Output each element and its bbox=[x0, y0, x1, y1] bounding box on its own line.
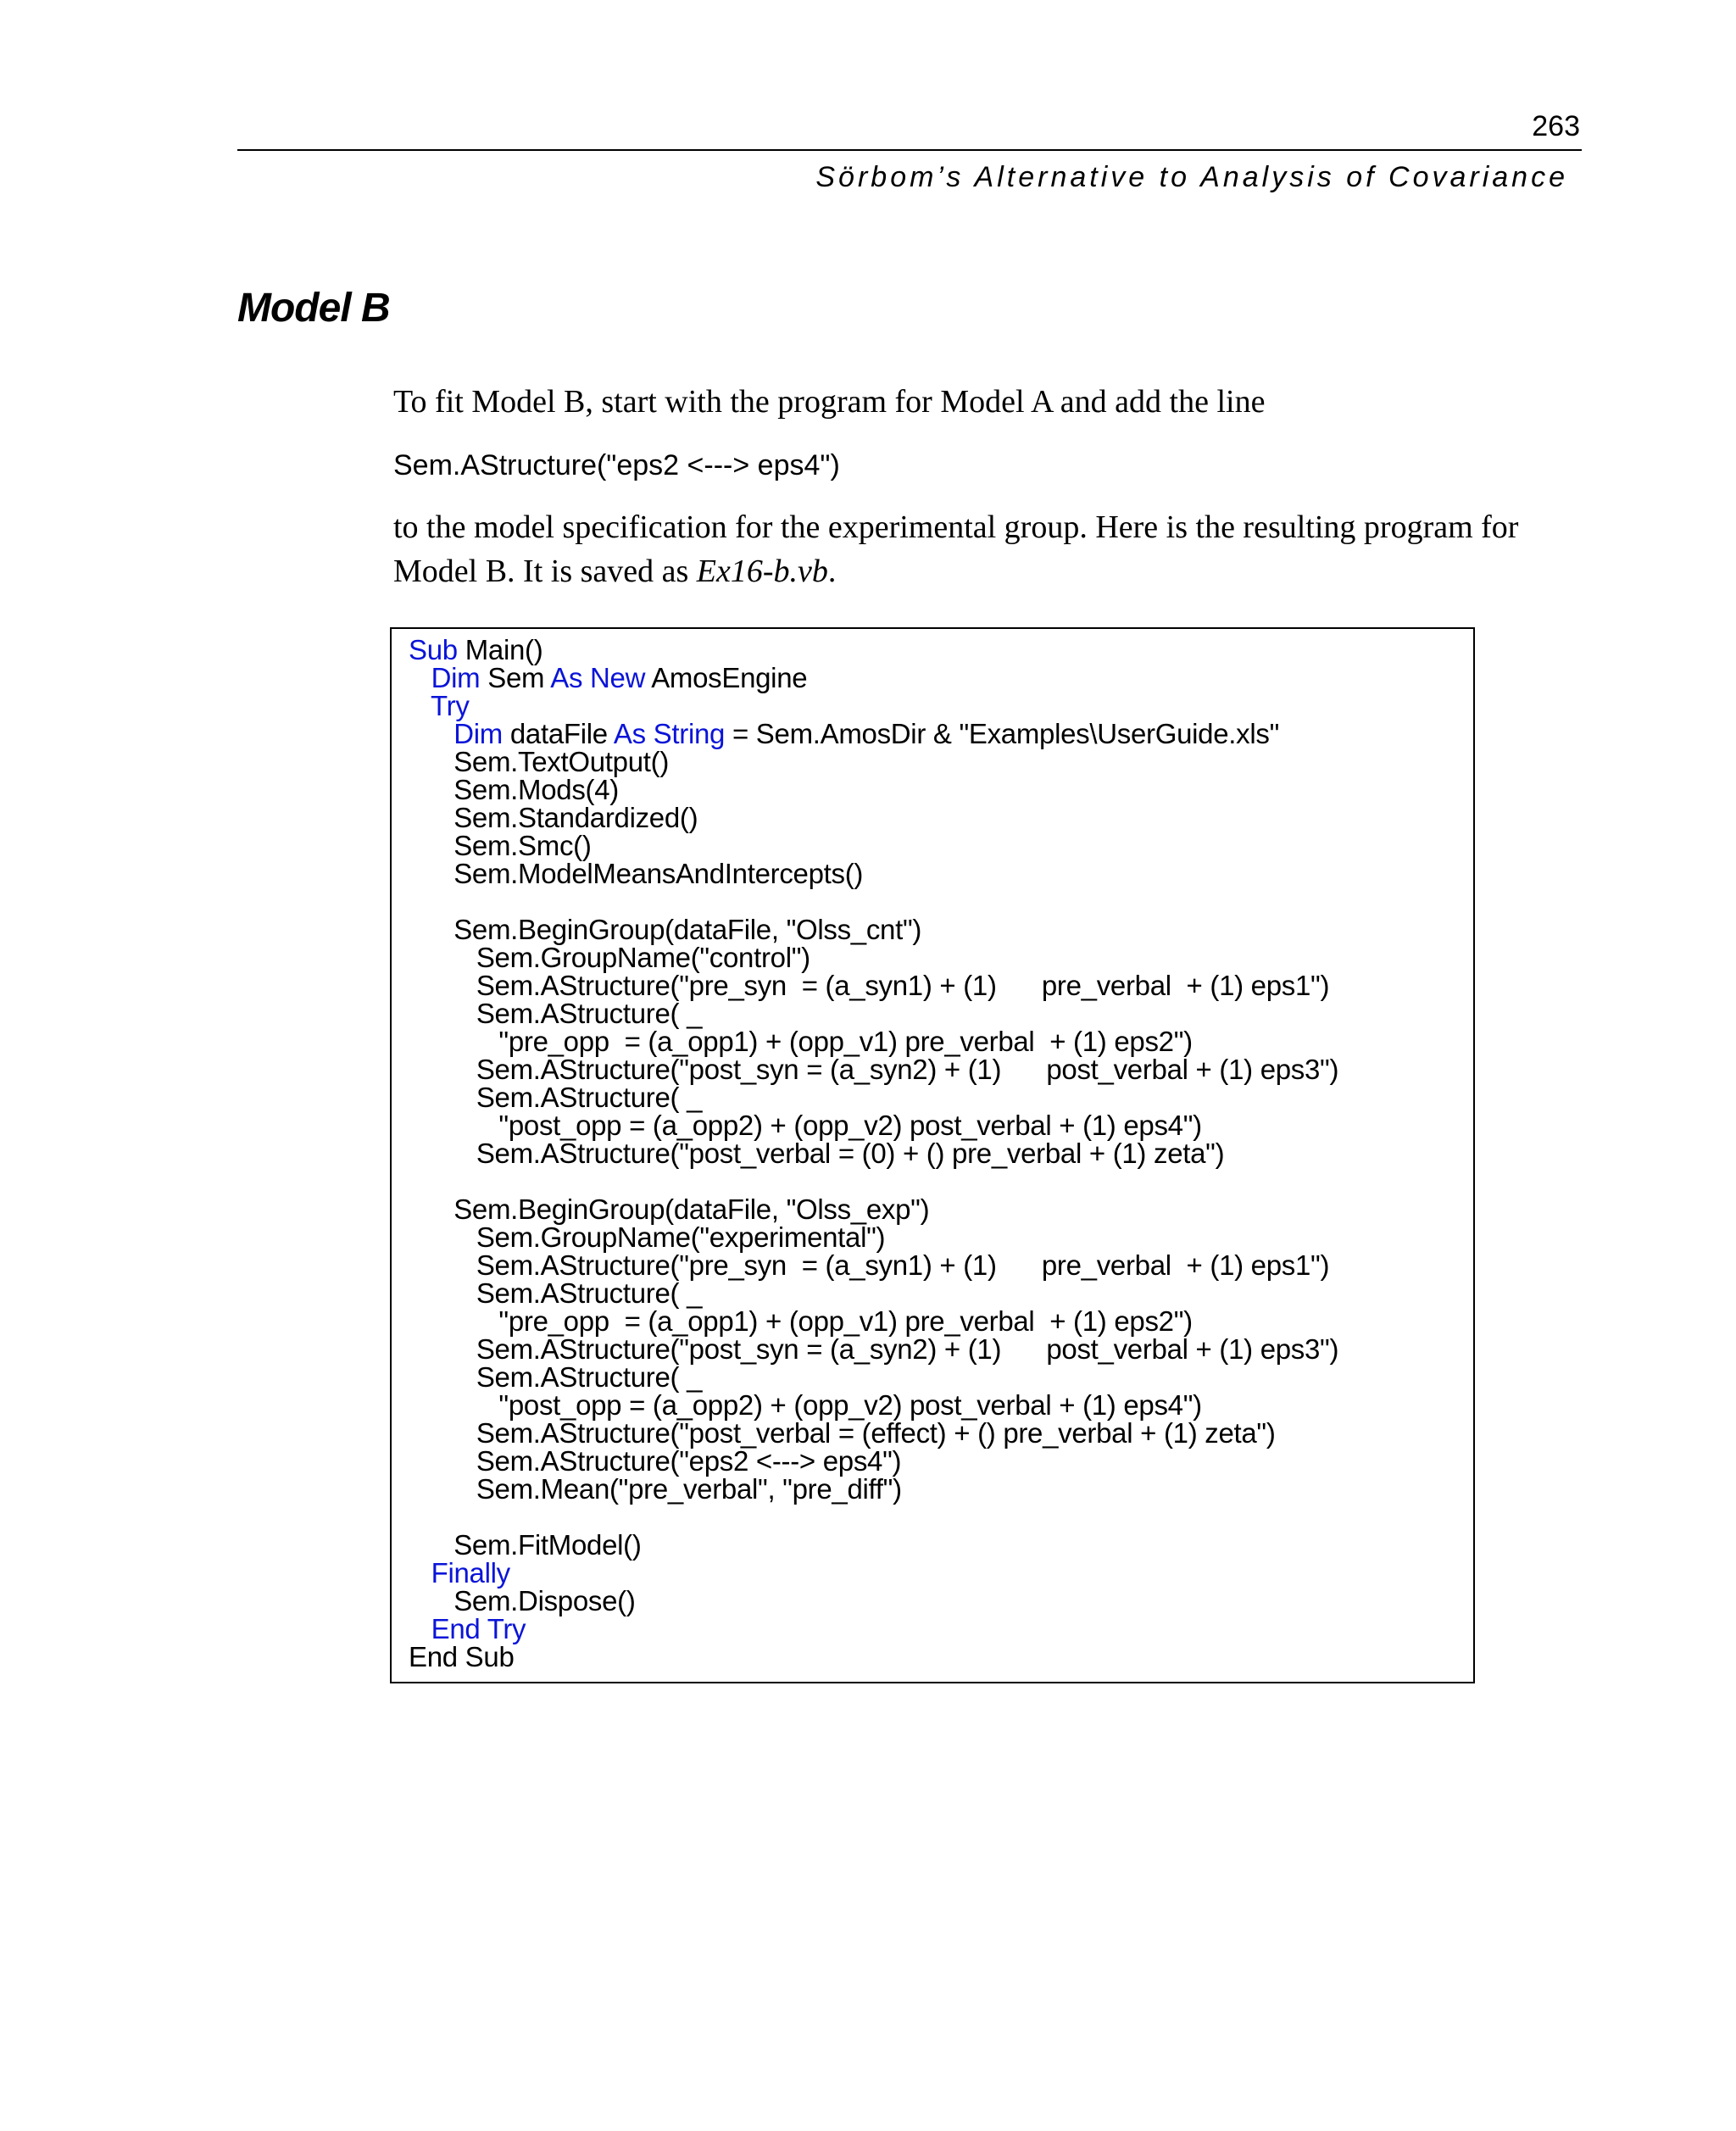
filename: Ex16-b.vb bbox=[696, 554, 828, 589]
code-line bbox=[409, 1615, 1473, 1643]
code-text: Sem.AStructure( _ bbox=[476, 1361, 703, 1393]
code-text: Sem.AStructure("eps2 <---> eps4") bbox=[476, 1445, 902, 1477]
code-line bbox=[409, 1419, 1473, 1447]
description-paragraph bbox=[393, 505, 1580, 593]
code-line bbox=[409, 636, 1473, 664]
code-line bbox=[409, 1195, 1473, 1223]
code-text: "post_opp = (a_opp2) + (opp_v2) post_verbal + (1) eps4") bbox=[498, 1110, 1202, 1141]
code-text: Sem.AStructure("post_verbal = (0) + () pre_verbal + (1) zeta") bbox=[476, 1138, 1225, 1169]
code-text: "pre_opp = (a_opp1) + (opp_v1) pre_verbal + (1) eps2") bbox=[498, 1026, 1193, 1057]
code-line bbox=[409, 1083, 1473, 1111]
code-keyword: Try bbox=[431, 690, 470, 721]
code-line bbox=[409, 1587, 1473, 1615]
code-keyword: Dim bbox=[453, 718, 503, 749]
description-text: to the model specification for the experimental group. Here is the resulting program for Model B. It is saved as bbox=[393, 509, 1519, 589]
code-line bbox=[409, 1027, 1473, 1055]
header-divider bbox=[237, 149, 1582, 151]
code-line bbox=[409, 1391, 1473, 1419]
running-head: Sörbom’s Alternative to Analysis of Covariance bbox=[815, 161, 1568, 193]
code-text: Sem.AStructure("post_syn = (a_syn2) + (1) post_verbal + (1) eps3") bbox=[476, 1054, 1339, 1085]
code-text: Sem.AStructure("pre_syn = (a_syn1) + (1) pre_verbal + (1) eps1") bbox=[476, 970, 1330, 1001]
code-line bbox=[409, 804, 1473, 832]
code-line bbox=[409, 776, 1473, 804]
code-text: Sem.GroupName("control") bbox=[476, 942, 810, 973]
page-number: 263 bbox=[1532, 110, 1580, 142]
code-keyword: As New bbox=[550, 662, 646, 693]
code-line bbox=[409, 1559, 1473, 1587]
code-text: "post_opp = (a_opp2) + (opp_v2) post_verbal + (1) eps4") bbox=[498, 1389, 1202, 1421]
inline-code-line: Sem.AStructure("eps2 <---> eps4") bbox=[393, 449, 840, 481]
code-keyword: Sub bbox=[409, 634, 458, 665]
code-text: Sem.AStructure("post_verbal = (effect) + () pre_verbal + (1) zeta") bbox=[476, 1417, 1276, 1449]
code-line bbox=[409, 860, 1473, 887]
code-line bbox=[409, 1167, 1473, 1195]
code-text: "pre_opp = (a_opp1) + (opp_v1) pre_verbal + (1) eps2") bbox=[498, 1305, 1193, 1337]
code-text: Sem.GroupName("experimental") bbox=[476, 1221, 886, 1253]
code-text: Sem.BeginGroup(dataFile, "Olss_cnt") bbox=[453, 914, 922, 945]
code-line bbox=[409, 1251, 1473, 1279]
code-text: Sem.FitModel() bbox=[453, 1529, 642, 1561]
code-line bbox=[409, 1335, 1473, 1363]
code-text: = Sem.AmosDir & "Examples\UserGuide.xls" bbox=[725, 718, 1279, 749]
code-text: End Sub bbox=[409, 1641, 515, 1672]
code-text: Sem.BeginGroup(dataFile, "Olss_exp") bbox=[453, 1193, 930, 1225]
code-line bbox=[409, 1139, 1473, 1167]
code-text: Sem.AStructure("pre_syn = (a_syn1) + (1) pre_verbal + (1) eps1") bbox=[476, 1249, 1330, 1281]
code-text: Sem.AStructure( _ bbox=[476, 1277, 703, 1309]
code-line bbox=[409, 887, 1473, 915]
code-line bbox=[409, 748, 1473, 776]
code-line bbox=[409, 720, 1473, 748]
code-line bbox=[409, 1279, 1473, 1307]
code-listing bbox=[390, 627, 1475, 1683]
code-keyword: Dim bbox=[431, 662, 481, 693]
code-text: Sem.Mods(4) bbox=[453, 774, 619, 805]
code-line bbox=[409, 1475, 1473, 1503]
code-text: Sem.ModelMeansAndIntercepts() bbox=[453, 858, 864, 889]
code-text: AmosEngine bbox=[645, 662, 808, 693]
code-line bbox=[409, 971, 1473, 999]
code-line bbox=[409, 1531, 1473, 1559]
code-text: dataFile bbox=[502, 718, 614, 749]
description-end: . bbox=[827, 554, 837, 589]
code-line bbox=[409, 915, 1473, 943]
code-line bbox=[409, 1111, 1473, 1139]
code-keyword: As String bbox=[613, 718, 726, 749]
code-line bbox=[409, 1055, 1473, 1083]
code-text: Main() bbox=[457, 634, 543, 665]
code-text: Sem.AStructure( _ bbox=[476, 998, 703, 1029]
code-line bbox=[409, 1447, 1473, 1475]
code-line bbox=[409, 999, 1473, 1027]
code-text: Sem.Standardized() bbox=[453, 802, 698, 833]
code-text: Sem.TextOutput() bbox=[453, 746, 670, 777]
code-text: Sem.Mean("pre_verbal", "pre_diff") bbox=[476, 1473, 902, 1505]
code-keyword: End Try bbox=[431, 1613, 526, 1644]
code-keyword: Finally bbox=[431, 1557, 510, 1589]
code-line bbox=[409, 832, 1473, 860]
intro-paragraph: To fit Model B, start with the program for Model A and add the line bbox=[393, 384, 1266, 420]
code-line bbox=[409, 664, 1473, 692]
code-text: Sem.Dispose() bbox=[453, 1585, 636, 1616]
code-text: Sem.AStructure("post_syn = (a_syn2) + (1) post_verbal + (1) eps3") bbox=[476, 1333, 1339, 1365]
code-line bbox=[409, 1363, 1473, 1391]
code-line bbox=[409, 692, 1473, 720]
code-line bbox=[409, 1223, 1473, 1251]
code-line bbox=[409, 1643, 1473, 1671]
code-line bbox=[409, 1503, 1473, 1531]
code-text: Sem bbox=[480, 662, 551, 693]
code-line bbox=[409, 943, 1473, 971]
code-text: Sem.Smc() bbox=[453, 830, 592, 861]
section-title: Model B bbox=[237, 286, 390, 331]
code-text: Sem.AStructure( _ bbox=[476, 1082, 703, 1113]
code-line bbox=[409, 1307, 1473, 1335]
